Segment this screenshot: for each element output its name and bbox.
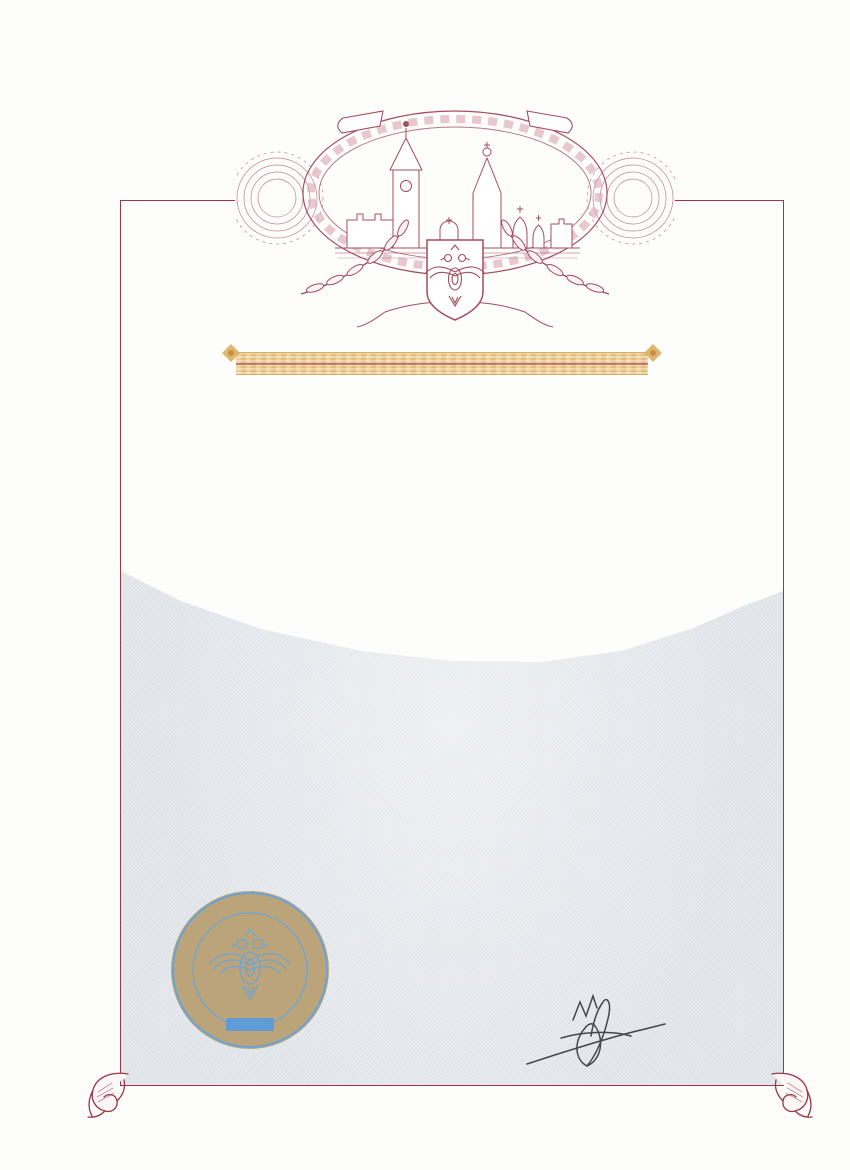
doc-heading — [120, 326, 784, 398]
extension-date-line — [78, 598, 742, 619]
band-end-ornament-left-icon — [222, 344, 240, 362]
band-end-ornament-right-icon — [644, 344, 662, 362]
gold-band — [236, 352, 648, 375]
signature-icon — [523, 990, 673, 1075]
